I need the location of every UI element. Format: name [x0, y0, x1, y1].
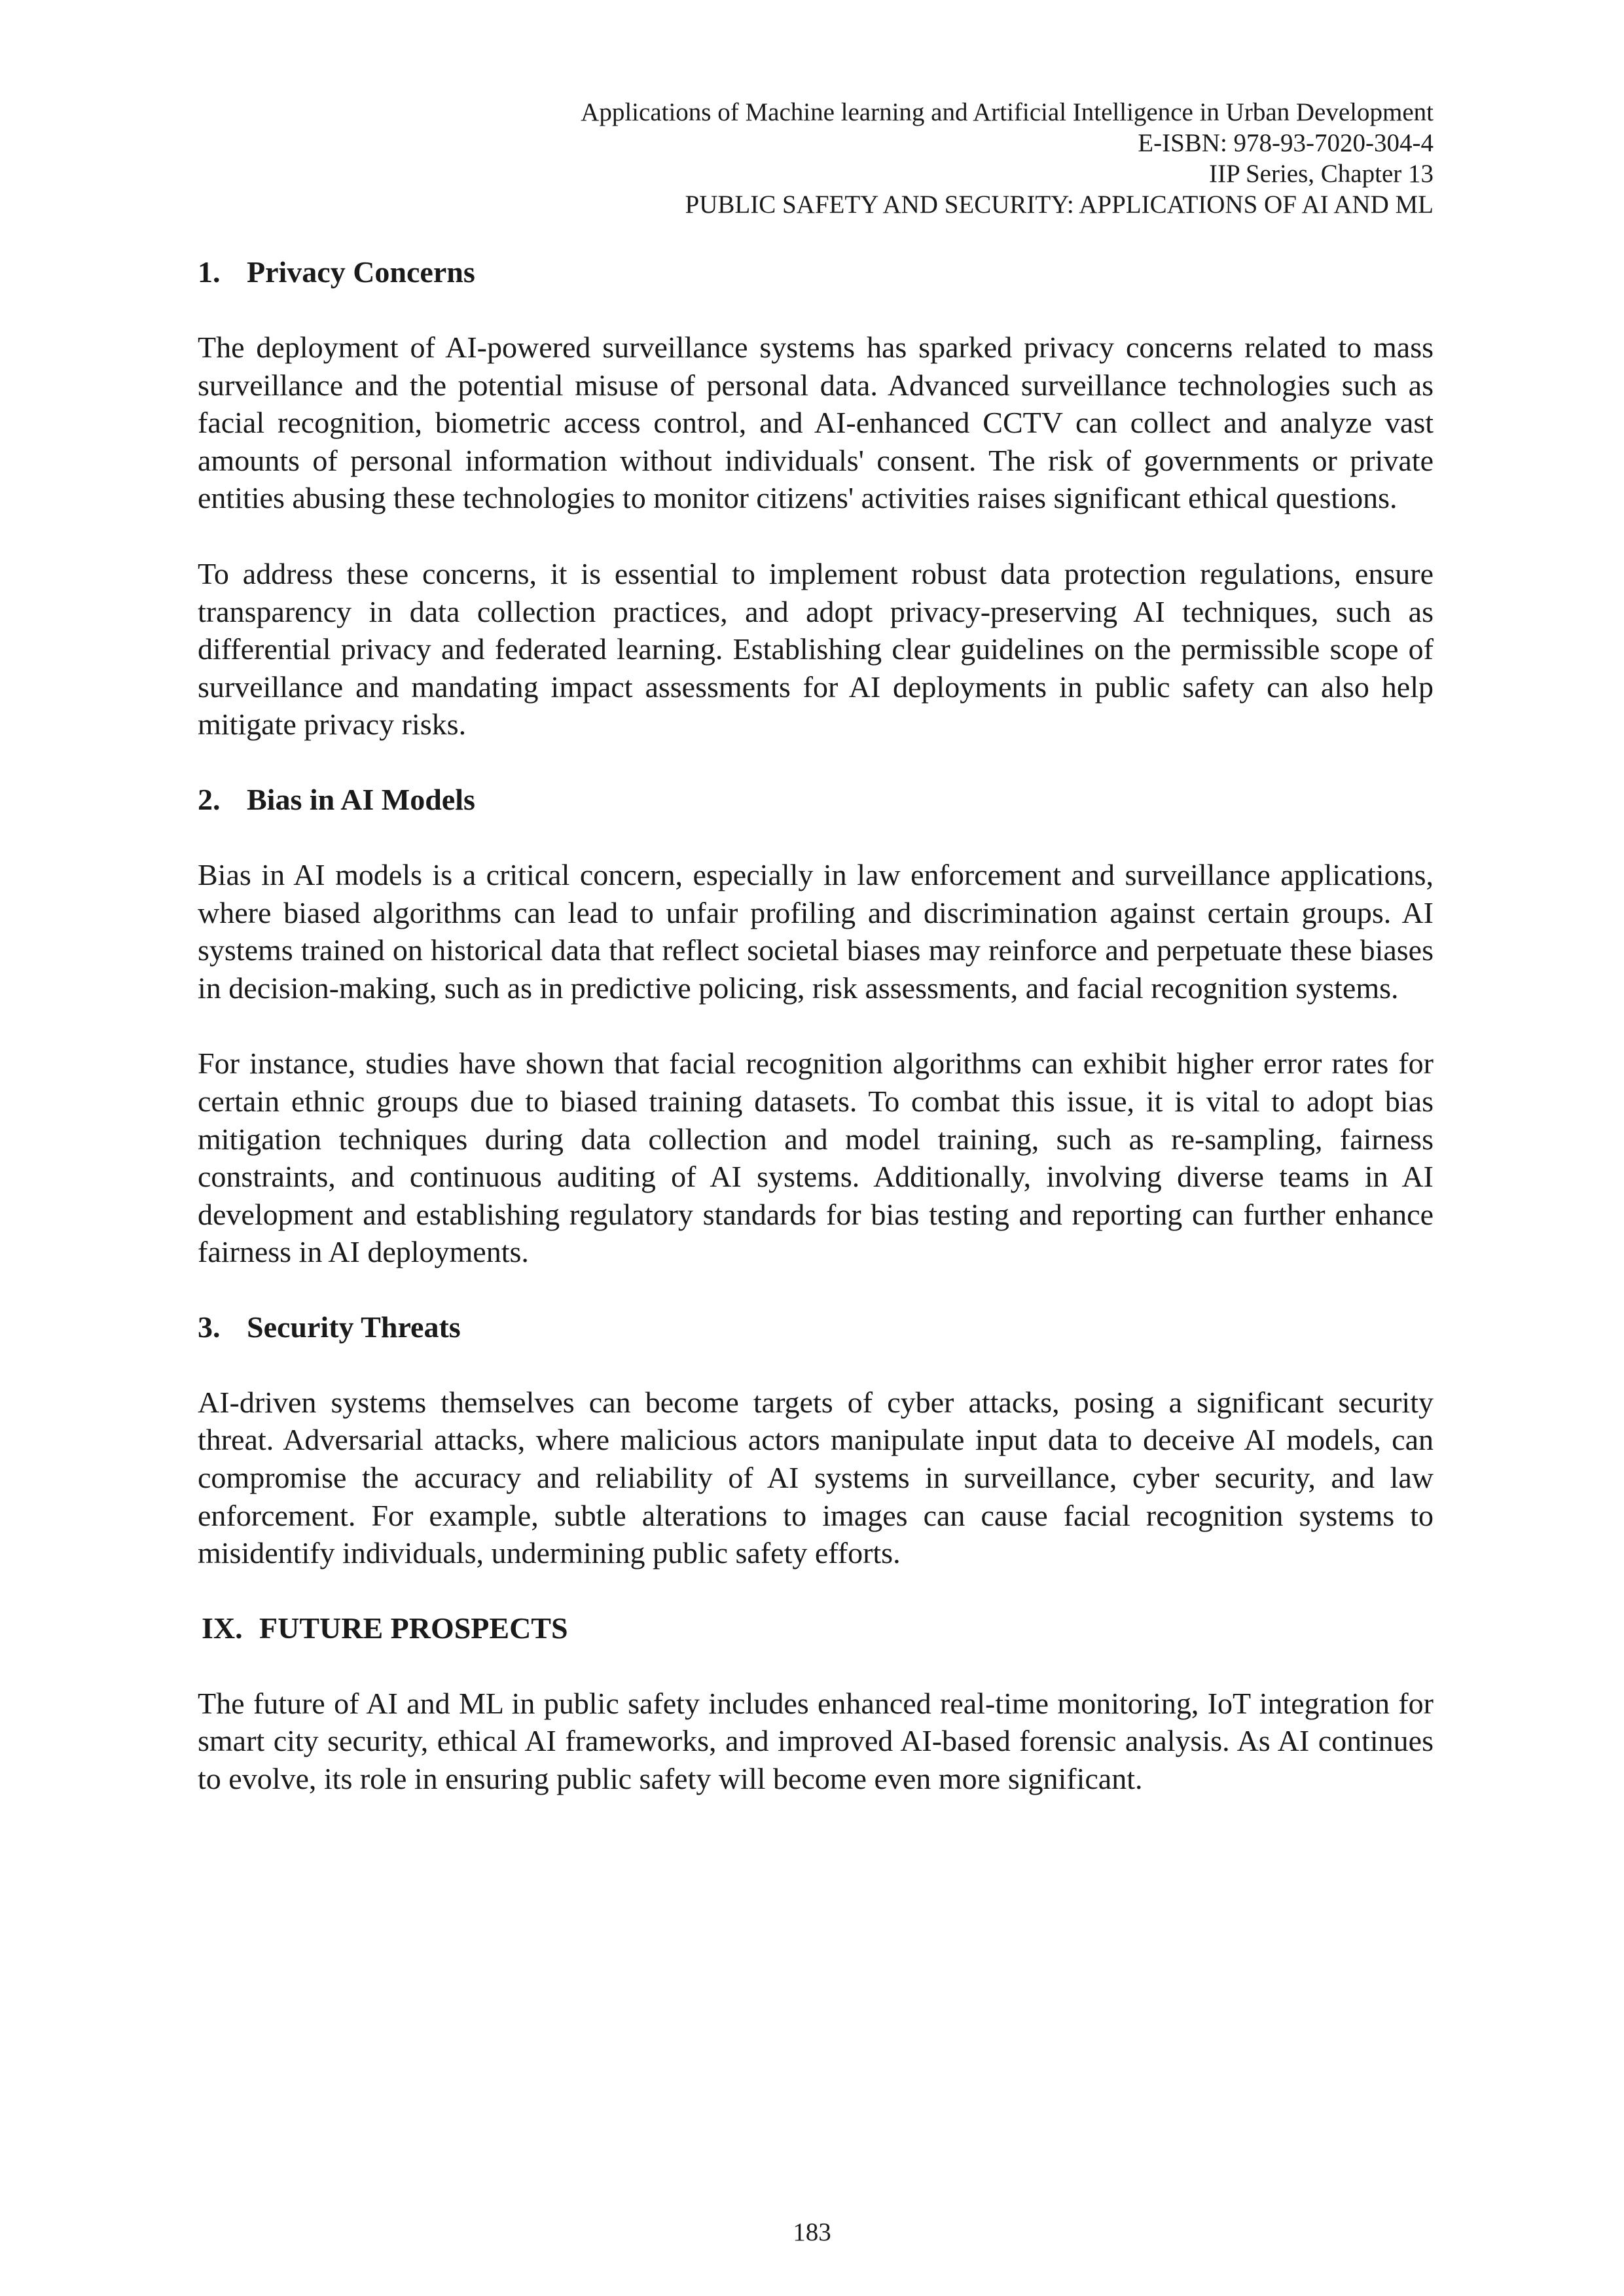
section-number: 2. — [198, 782, 221, 816]
chapter-title: PUBLIC SAFETY AND SECURITY: APPLICATIONS OF AI AND ML — [685, 190, 1434, 219]
paragraph: The future of AI and ML in public safety includes enhanced real-time monitoring, IoT integration for smart city security, ethical AI frameworks, and improved AI-based forensic analysis. As AI continues to evolve, its role in ensuring public safety will become even more significant. — [198, 1686, 1434, 1796]
series-chapter: IIP Series, Chapter 13 — [1209, 160, 1434, 188]
section-heading-security — [198, 1309, 1434, 1346]
page-number: 183 — [793, 2218, 831, 2246]
paragraph: To address these concerns, it is essential to implement robust data protection regulations, ensure transparency in data collection practices, and adopt privacy-preserving AI techniques, such as differential privacy and federated learning. Establishing clear guidelines on the permissible scope of surveillance and mandating impact assessments for AI deployments in public safety can also help mitigate privacy risks. — [198, 556, 1434, 742]
section-number: 3. — [198, 1310, 221, 1344]
paragraph: The deployment of AI-powered surveillance systems has sparked privacy concerns related to mass surveillance and the potential misuse of personal data. Advanced surveillance technologies such as facial recognition, biometric access control, and AI-enhanced CCTV can collect and analyze vast amounts of personal information without individuals' consent. The risk of governments or private entities abusing these technologies to monitor citizens' activities raises significant ethical questions. — [198, 331, 1434, 515]
running-header — [517, 97, 1434, 220]
section-title: Privacy Concerns — [247, 255, 475, 289]
paragraph: AI-driven systems themselves can become targets of cyber attacks, posing a significant security threat. Adversarial attacks, where malicious actors manipulate input data to deceive AI models, can compromise the accuracy and reliability of AI systems in surveillance, cyber security, and law enforcement. For example, subtle alterations to images can cause facial recognition systems to misidentify individuals, undermining public safety efforts. — [198, 1385, 1434, 1570]
section-heading-bias — [198, 781, 1434, 818]
section-heading-future-prospects — [198, 1610, 1434, 1647]
book-title: Applications of Machine learning and Artificial Intelligence in Urban Development — [581, 98, 1434, 126]
main-content — [198, 254, 1434, 1798]
paragraph: Bias in AI models is a critical concern, especially in law enforcement and surveillance applications, where biased algorithms can lead to unfair profiling and discrimination against certain groups. AI systems trained on historical data that reflect societal biases may reinforce and perpetuate these biases in decision-making, such as in predictive policing, risk assessments, and facial recognition systems. — [198, 857, 1434, 1005]
section-heading-privacy — [198, 254, 1434, 291]
section-number: IX. — [202, 1611, 243, 1645]
paragraph: For instance, studies have shown that facial recognition algorithms can exhibit higher error rates for certain ethnic groups due to biased training datasets. To combat this issue, it is vital to adopt bias mitigation techniques during data collection and model training, such as re-sampling, fairness constraints, and continuous auditing of AI systems. Additionally, involving diverse teams in AI development and establishing regulatory standards for bias testing and reporting can further enhance fairness in AI deployments. — [198, 1047, 1434, 1269]
section-title: Security Threats — [247, 1310, 461, 1344]
section-number: 1. — [198, 255, 221, 289]
section-title: Bias in AI Models — [247, 782, 475, 816]
section-title: FUTURE PROSPECTS — [259, 1611, 568, 1645]
isbn: E-ISBN: 978-93-7020-304-4 — [1138, 129, 1434, 157]
